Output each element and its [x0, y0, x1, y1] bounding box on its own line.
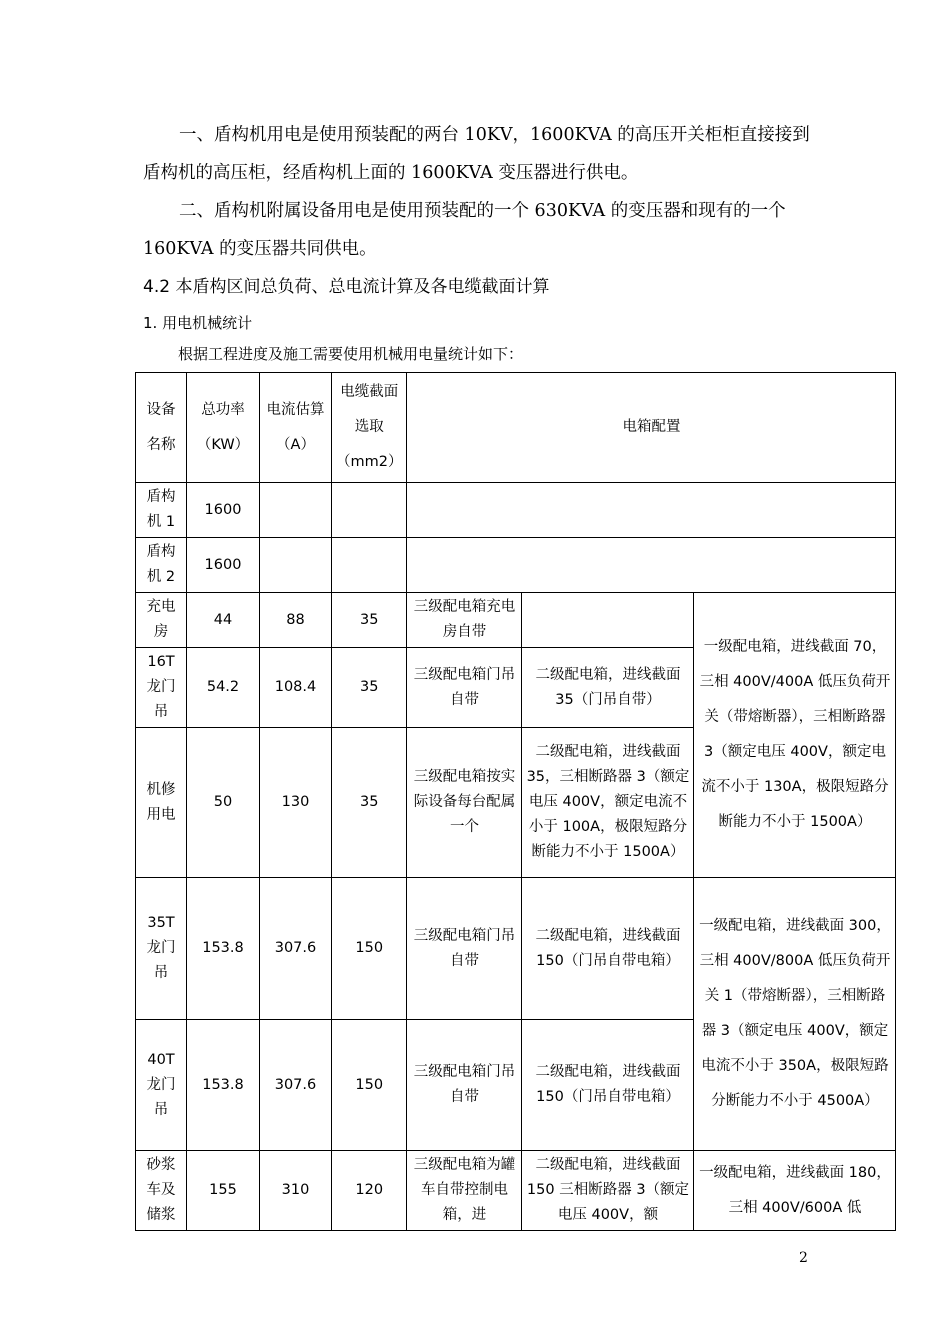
cell-power: 153.8: [187, 878, 260, 1020]
cell-device: 40T 龙门吊: [136, 1020, 187, 1151]
cell-level2-box: [522, 593, 694, 648]
cell-device: 机修用电: [136, 728, 187, 878]
header-cable: 电缆截面选取（mm2）: [332, 373, 407, 483]
cell-level3-box: 三级配电箱门吊自带: [407, 1020, 522, 1151]
table-row: [136, 878, 896, 1020]
cell-level3-box: 三级配电箱门吊自带: [407, 878, 522, 1020]
cell-current: 88: [260, 593, 332, 648]
cell-level1-box: 一级配电箱，进线截面 70，三相 400V/400A 低压负荷开关（带熔断器），三相断路器 3（额定电压 400V，额定电流不小于 130A，极限短路分断能力不小于 1500A）: [694, 593, 896, 878]
paragraph-aux-supply: 二、盾构机附属设备用电是使用预装配的一个 630KVA 的变压器和现有的一个 160KVA 的变压器共同供电。: [143, 201, 786, 259]
cell-device: 35T 龙门吊: [136, 878, 187, 1020]
cell-cable: [332, 538, 407, 593]
cell-current: 108.4: [260, 648, 332, 728]
cell-level1-box: 一级配电箱，进线截面 180，三相 400V/600A 低: [694, 1151, 896, 1231]
cell-current: [260, 483, 332, 538]
header-device: 设备名称: [136, 373, 187, 483]
cell-power: 153.8: [187, 1020, 260, 1151]
table-row: [136, 1151, 896, 1231]
table-row: [136, 593, 896, 648]
cell-cable: [332, 483, 407, 538]
cell-level2-box: 二级配电箱，进线截面 35（门吊自带）: [522, 648, 694, 728]
cell-level2-box: 二级配电箱，进线截面 35，三相断路器 3（额定电压 400V，额定电流不小于 100A，极限短路分断能力不小于 1500A）: [522, 728, 694, 878]
cell-device: 16T 龙门吊: [136, 648, 187, 728]
cell-power: 54.2: [187, 648, 260, 728]
cell-level2-box: 二级配电箱，进线截面 150 三相断路器 3（额定电压 400V，额: [522, 1151, 694, 1231]
cell-current: [260, 538, 332, 593]
cell-device: 盾构机 1: [136, 483, 187, 538]
page-number: 2: [799, 1250, 808, 1266]
cell-cable: 150: [332, 1020, 407, 1151]
header-power: 总功率（KW）: [187, 373, 260, 483]
cell-current: 130: [260, 728, 332, 878]
cell-cable: 35: [332, 648, 407, 728]
cell-level3-box: 三级配电箱门吊自带: [407, 648, 522, 728]
cell-device: 盾构机 2: [136, 538, 187, 593]
cell-cable: 35: [332, 728, 407, 878]
cell-cable: 35: [332, 593, 407, 648]
section-heading: 4.2 本盾构区间总负荷、总电流计算及各电缆截面计算: [143, 277, 550, 297]
cell-level3-box: 三级配电箱充电房自带: [407, 593, 522, 648]
cell-cable: 120: [332, 1151, 407, 1231]
cell-box: [407, 538, 896, 593]
cell-power: 1600: [187, 483, 260, 538]
cell-current: 310: [260, 1151, 332, 1231]
table-header-row: [136, 373, 896, 483]
cell-level2-box: 二级配电箱，进线截面 150（门吊自带电箱）: [522, 878, 694, 1020]
cell-box: [407, 483, 896, 538]
cell-power: 50: [187, 728, 260, 878]
cell-level2-box: 二级配电箱，进线截面 150（门吊自带电箱）: [522, 1020, 694, 1151]
equipment-table: [135, 372, 896, 1231]
cell-current: 307.6: [260, 1020, 332, 1151]
cell-current: 307.6: [260, 878, 332, 1020]
table-row: [136, 483, 896, 538]
header-current: 电流估算（A）: [260, 373, 332, 483]
cell-power: 44: [187, 593, 260, 648]
cell-device: 砂浆车及储浆: [136, 1151, 187, 1231]
subheading: 1. 用电机械统计: [143, 314, 253, 332]
cell-device: 充电房: [136, 593, 187, 648]
cell-cable: 150: [332, 878, 407, 1020]
cell-power: 1600: [187, 538, 260, 593]
cell-level3-box: 三级配电箱为罐车自带控制电箱，进: [407, 1151, 522, 1231]
table-row: [136, 538, 896, 593]
header-box: 电箱配置: [407, 373, 896, 483]
table-intro: 根据工程进度及施工需要使用机械用电量统计如下：: [178, 345, 524, 363]
cell-power: 155: [187, 1151, 260, 1231]
paragraph-hv-supply: 一、盾构机用电是使用预装配的两台 10KV，1600KVA 的高压开关柜柜直接接到盾构机的高压柜，经盾构机上面的 1600KVA 变压器进行供电。: [143, 125, 810, 183]
cell-level3-box: 三级配电箱按实际设备每台配属一个: [407, 728, 522, 878]
cell-level1-box: 一级配电箱，进线截面 300，三相 400V/800A 低压负荷开关 1（带熔断器），三相断路器 3（额定电压 400V，额定电流不小于 350A，极限短路分断能力不小于 4500A）: [694, 878, 896, 1151]
